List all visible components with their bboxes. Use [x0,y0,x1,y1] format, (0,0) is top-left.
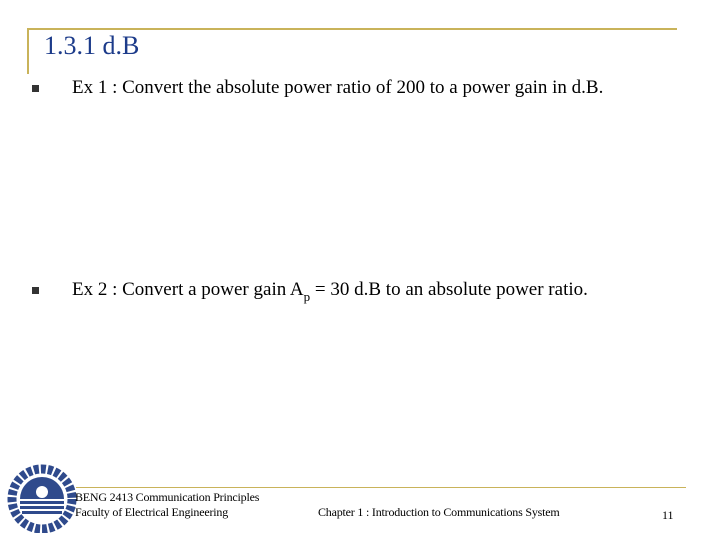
footer-course-name: BENG 2413 Communication Principles [75,490,260,504]
bullet-example-2-text [72,278,588,303]
bullet-example-2-text-after: = 30 d.B to an absolute power ratio. [310,279,588,300]
university-logo-icon [6,463,78,533]
bullet-example-2-text-before: Ex 2 : Convert a power gain A [72,279,304,300]
footer-faculty-name: Faculty of Electrical Engineering [75,505,229,519]
bullet-example-1-text: Ex 1 : Convert the absolute power ratio of 200 to a power gain in d.B. [72,77,604,98]
square-bullet-icon [32,85,39,92]
footer-course-info [75,490,259,520]
slide-title: 1.3.1 d.B [44,31,140,60]
square-bullet-icon [32,287,39,294]
bullet-example-2-subscript: p [303,289,311,304]
footer-page-number: 11 [662,508,674,522]
footer-rule [76,487,686,488]
title-frame-left-rule [27,28,29,74]
footer-chapter-title: Chapter 1 : Introduction to Communications System [318,505,560,519]
